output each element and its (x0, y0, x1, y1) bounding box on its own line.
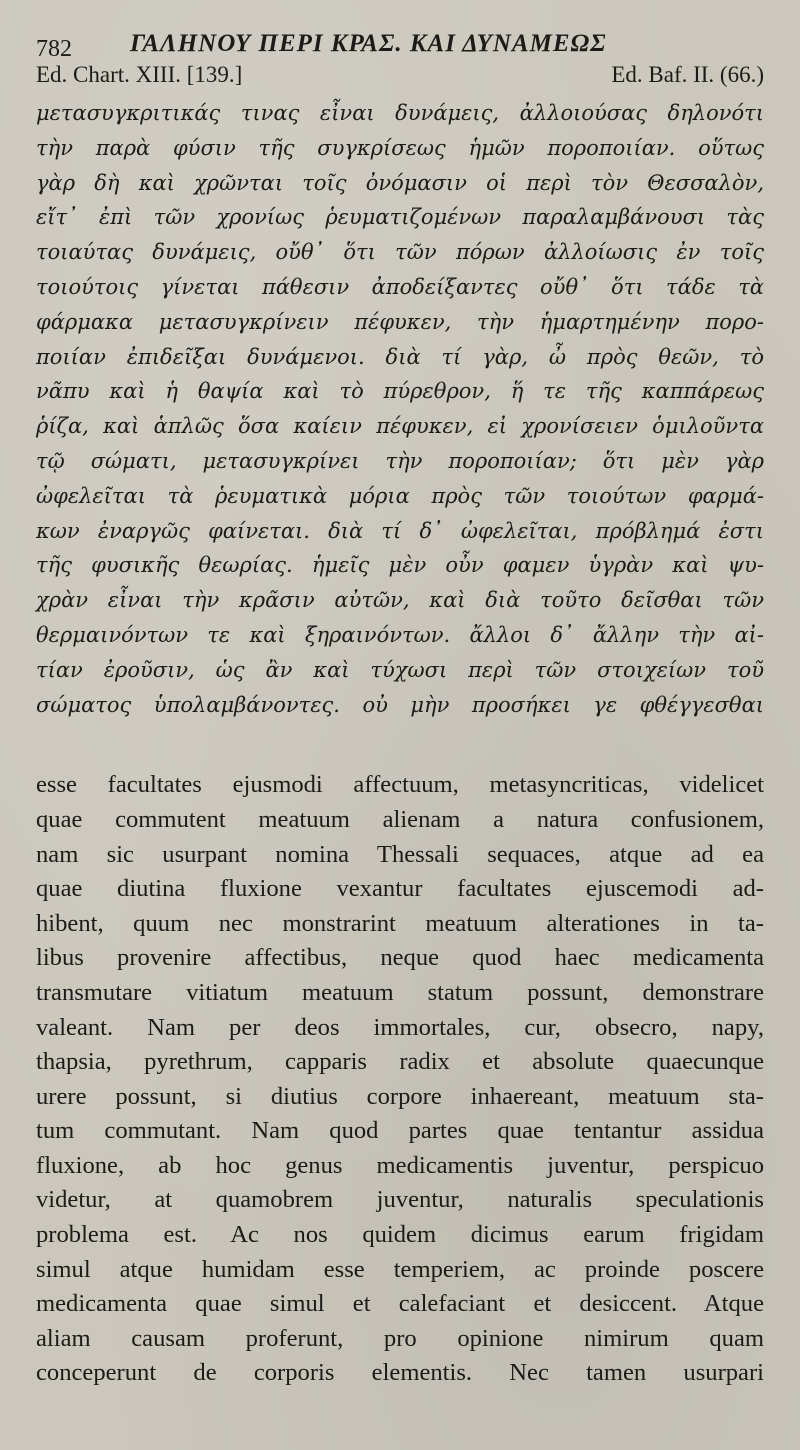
greek-line: ὠφελεῖται τὰ ῥευματικὰ μόρια πρὸς τῶν τοιούτων φαρμά- (36, 483, 764, 508)
edition-chart-ref: Ed. Chart. XIII. [139.] (36, 62, 243, 87)
latin-line: medicamenta quae simul et calefaciant et desiccent. Atque (36, 1290, 764, 1318)
latin-line: tum commutant. Nam quod partes quae tentantur assidua (36, 1117, 764, 1145)
greek-line: τὴν παρὰ φύσιν τῆς συγκρίσεως ἡμῶν ποροποιίαν. οὕτως (36, 135, 764, 160)
latin-line: libus provenire affectibus, neque quod haec medicamenta (36, 944, 764, 972)
greek-line: ποιίαν ἐπιδεῖξαι δυνάμενοι. διὰ τί γὰρ, ὦ πρὸς θεῶν, τὸ (36, 344, 764, 369)
greek-line: θερμαινόντων τε καὶ ξηραινόντων. ἄλλοι δ᾽ ἄλλην τὴν αἰ- (36, 622, 764, 647)
greek-line: τοιαύτας δυνάμεις, οὔθ᾽ ὅτι τῶν πόρων ἀλλοίωσις ἐν τοῖς (36, 240, 764, 265)
greek-line: εἴτ᾽ ἐπὶ τῶν χρονίως ῥευματιζομένων παραλαμβάνουσι τὰς (36, 205, 764, 230)
greek-line: σώματος ὑπολαμβάνοντες. οὐ μὴν προσήκει γε φθέγγεσθαι (36, 692, 764, 717)
latin-line: valeant. Nam per deos immortales, cur, obsecro, napy, (36, 1013, 764, 1041)
running-title: ΓΑΛΗΝΟΥ ΠΕΡΙ ΚΡΑΣ. ΚΑΙ ΔΥΝΑΜΕΩΣ (130, 30, 607, 57)
latin-line: urere possunt, si diutius corpore inhaereant, meatuum sta- (36, 1082, 764, 1110)
greek-line: κων ἐναργῶς φαίνεται. διὰ τί δ᾽ ὠφελεῖται, πρόβλημά ἐστι (36, 518, 764, 543)
edition-line (36, 62, 764, 96)
latin-line: esse facultates ejusmodi affectuum, metasyncriticas, videlicet (36, 771, 764, 799)
latin-line: videtur, at quamobrem juventur, naturalis speculationis (36, 1186, 764, 1214)
latin-line: hibent, quum nec monstrarint meatuum alterationes in ta- (36, 909, 764, 937)
latin-line: quae diutina fluxione vexantur facultates ejuscemodi ad- (36, 875, 764, 903)
greek-line: μετασυγκριτικάς τινας εἶναι δυνάμεις, ἀλλοιούσας δηλονότι (36, 101, 764, 125)
latin-line: simul atque humidam esse temperiem, ac proinde poscere (36, 1255, 764, 1283)
latin-line: transmutare vitiatum meatuum statum possunt, demonstrare (36, 978, 764, 1006)
edition-basel-ref: Ed. Baf. II. (66.) (611, 62, 764, 87)
greek-line: γὰρ δὴ καὶ χρῶνται τοῖς ὀνόμασιν οἱ περὶ τὸν Θεσσαλὸν, (36, 170, 764, 195)
latin-text-block (36, 768, 764, 1391)
greek-line: τίαν ἐροῦσιν, ὡς ἂν καὶ τύχωσι περὶ τῶν στοιχείων τοῦ (36, 657, 764, 682)
greek-line: τῆς φυσικῆς θεωρίας. ἡμεῖς μὲν οὖν φαμεν ὑγρὰν καὶ ψυ- (36, 553, 764, 578)
running-head (36, 26, 764, 62)
greek-line: ῥίζα, καὶ ἁπλῶς ὅσα καίειν πέφυκεν, εἰ χρονίσειεν ὁμιλοῦντα (36, 414, 764, 439)
page-number: 782 (36, 36, 72, 62)
greek-line: χρὰν εἶναι τὴν κρᾶσιν αὐτῶν, καὶ διὰ τοῦτο δεῖσθαι τῶν (36, 588, 764, 613)
greek-line: τῷ σώματι, μετασυγκρίνει τὴν ποροποιίαν; ὅτι μὲν γὰρ (36, 448, 764, 473)
latin-line: aliam causam proferunt, pro opinione nimirum quam (36, 1324, 764, 1352)
greek-text-block (36, 96, 764, 722)
greek-line: νᾶπυ καὶ ἡ θαψία καὶ τὸ πύρεθρον, ἥ τε τῆς καππάρεως (36, 379, 764, 404)
latin-line: thapsia, pyrethrum, capparis radix et absolute quaecunque (36, 1048, 764, 1076)
greek-line: φάρμακα μετασυγκρίνειν πέφυκεν, τὴν ἡμαρτημένην πορο- (36, 309, 764, 334)
latin-line: problema est. Ac nos quidem dicimus earum frigidam (36, 1221, 764, 1249)
greek-line: τοιούτοις γίνεται πάθεσιν ἀποδείξαντες οὔθ᾽ ὅτι τάδε τὰ (36, 274, 764, 299)
latin-line: conceperunt de corporis elementis. Nec tamen usurpari (36, 1359, 764, 1387)
latin-line: fluxione, ab hoc genus medicamentis juventur, perspicuo (36, 1151, 764, 1179)
latin-line: nam sic usurpant nomina Thessali sequaces, atque ad ea (36, 840, 764, 868)
latin-line: quae commutent meatuum alienam a natura confusionem, (36, 805, 764, 833)
